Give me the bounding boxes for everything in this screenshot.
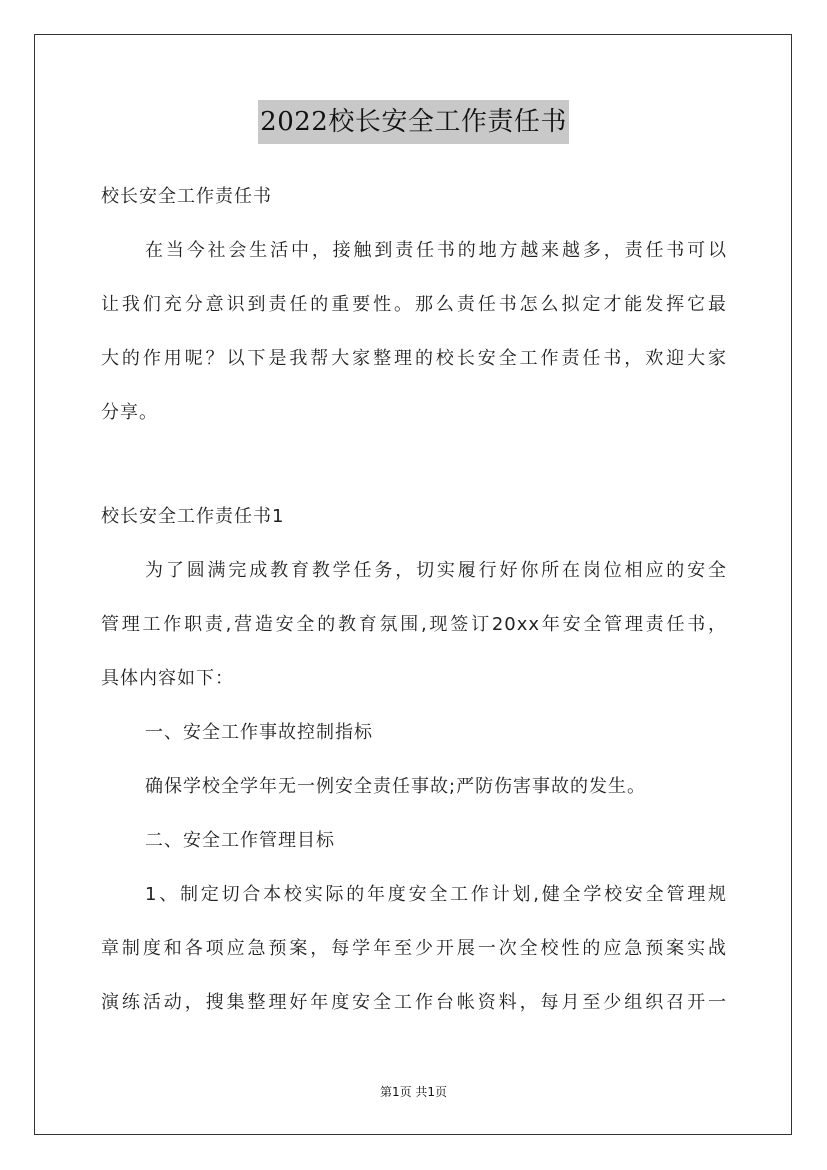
subheading-line: 二、安全工作管理目标 — [145, 830, 335, 851]
subheading-line: 一、安全工作事故控制指标 — [145, 722, 373, 743]
section-heading: 校长安全工作责任书1 — [101, 506, 285, 527]
paragraph-line: 分享。 — [101, 402, 158, 423]
paragraph-line: 让我们充分意识到责任的重要性。那么责任书怎么拟定才能发挥它最 — [101, 294, 727, 315]
paragraph-gap — [101, 440, 727, 490]
paragraph-line: 演练活动，搜集整理好年度安全工作台帐资料，每月至少组织召开一 — [101, 992, 727, 1013]
paragraph-line: 1、制定切合本校实际的年度安全工作计划,健全学校安全管理规 — [145, 884, 727, 905]
paragraph-line: 确保学校全学年无一例安全责任事故;严防伤害事故的发生。 — [145, 776, 647, 797]
document-body — [101, 170, 727, 1030]
section-heading: 校长安全工作责任书 — [101, 186, 272, 207]
title-container — [0, 100, 827, 144]
paragraph-line: 大的作用呢？以下是我帮大家整理的校长安全工作责任书，欢迎大家 — [101, 348, 727, 369]
paragraph-line: 为了圆满完成教育教学任务，切实履行好你所在岗位相应的安全 — [145, 560, 727, 581]
paragraph-line: 在当今社会生活中，接触到责任书的地方越来越多，责任书可以 — [145, 240, 727, 261]
page-footer: 第1页 共1页 — [379, 1085, 448, 1099]
document-title: 2022校长安全工作责任书 — [258, 100, 569, 144]
paragraph-line: 章制度和各项应急预案，每学年至少开展一次全校性的应急预案实战 — [101, 938, 727, 959]
paragraph-line: 具体内容如下： — [101, 668, 234, 689]
paragraph-line: 管理工作职责,营造安全的教育氛围,现签订20xx年安全管理责任书， — [101, 614, 727, 635]
